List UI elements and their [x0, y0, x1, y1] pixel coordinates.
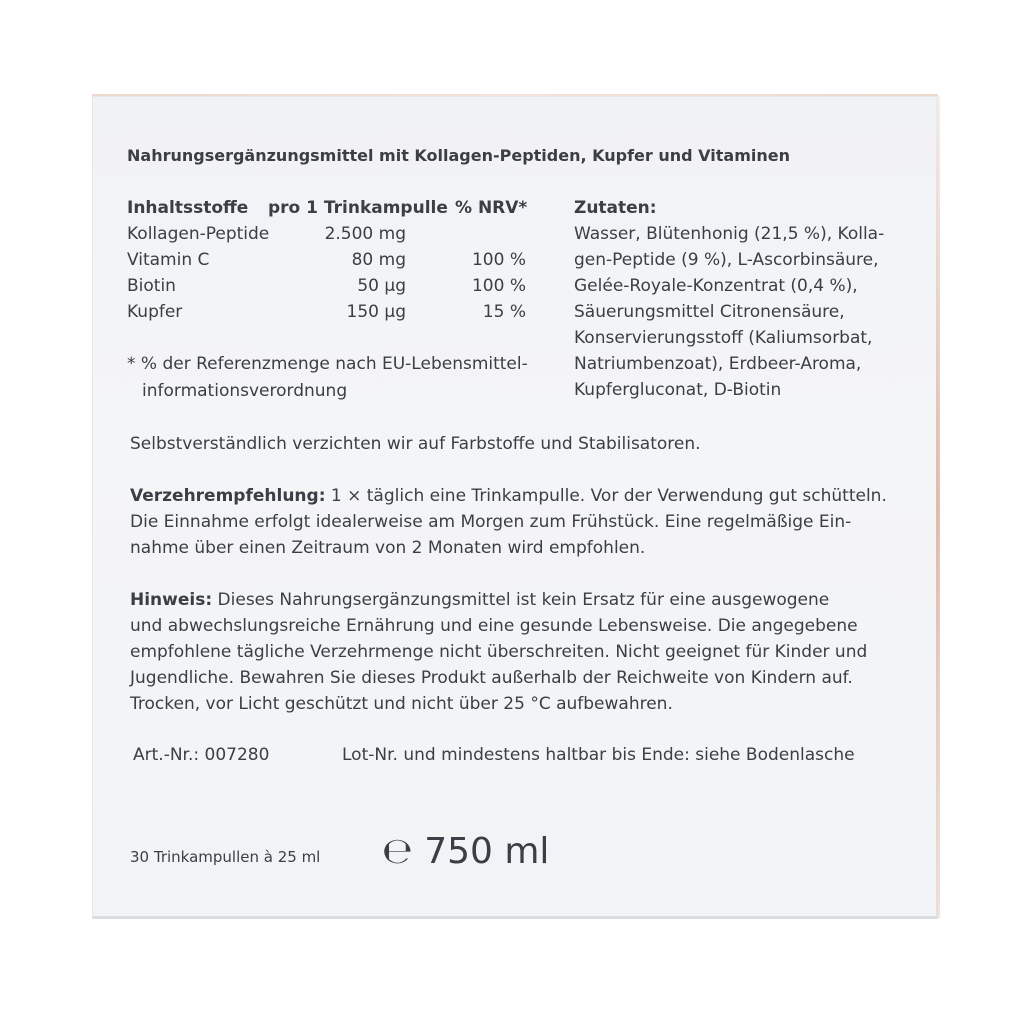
- table-row-name: Vitamin C: [127, 250, 210, 270]
- ingredients-line: Gelée-Royale-Konzentrat (0,4 %),: [574, 276, 858, 296]
- product-headline: Nahrungsergänzungsmittel mit Kollagen-Peptiden, Kupfer und Vitaminen: [127, 146, 790, 165]
- package-bottom-edge: [92, 916, 938, 919]
- table-row-name: Kollagen-Peptide: [127, 224, 270, 244]
- table-row-nrv: 15 %: [482, 302, 526, 322]
- ingredients-line: Wasser, Blütenhonig (21,5 %), Kolla-: [574, 224, 885, 244]
- free-of-statement: Selbstverständlich verzichten wir auf Farbstoffe und Stabilisatoren.: [130, 434, 701, 454]
- recommendation-line: 1 × täglich eine Trinkampulle. Vor der Verwendung gut schütteln.: [325, 486, 887, 506]
- package-back-panel: [92, 96, 938, 918]
- table-row-amount: 50 µg: [357, 276, 406, 296]
- table-row-name: Kupfer: [127, 302, 183, 322]
- notice-label: Hinweis:: [130, 590, 213, 610]
- notice-line: empfohlene tägliche Verzehrmenge nicht überschreiten. Nicht geeignet für Kinder und: [130, 642, 868, 662]
- pack-content: 30 Trinkampullen à 25 ml: [130, 848, 321, 866]
- table-row-name: Biotin: [127, 276, 176, 296]
- recommendation-label: Verzehrempfehlung:: [130, 486, 326, 506]
- table-row-amount: 2.500 mg: [324, 224, 406, 244]
- table-header-nrv: % NRV*: [455, 198, 528, 218]
- package-right-edge: [936, 96, 940, 918]
- recommendation-line: Die Einnahme erfolgt idealerweise am Morgen zum Frühstück. Eine regelmäßige Ein-: [130, 512, 852, 532]
- table-header-ingredient: Inhaltsstoffe: [127, 198, 249, 218]
- table-header-per-ampoule: pro 1 Trinkampulle: [268, 198, 448, 218]
- notice-line: und abwechslungsreiche Ernährung und eine gesunde Lebensweise. Die angegebene: [130, 616, 858, 636]
- recommendation-line: nahme über einen Zeitraum von 2 Monaten wird empfohlen.: [130, 538, 646, 558]
- notice-line: Dieses Nahrungsergänzungsmittel ist kein Ersatz für eine ausgewogene: [212, 590, 830, 610]
- notice-line: Trocken, vor Licht geschützt und nicht über 25 °C aufbewahren.: [130, 694, 673, 714]
- ingredients-line: Kupfergluconat, D-Biotin: [574, 380, 782, 400]
- table-row-nrv: 100 %: [471, 250, 526, 270]
- nrv-footnote-line: * % der Referenzmenge nach EU-Lebensmittel-: [127, 354, 528, 374]
- nrv-footnote-line: informationsverordnung: [142, 381, 348, 401]
- article-number: Art.-Nr.: 007280: [133, 745, 270, 765]
- ingredients-line: Natriumbenzoat), Erdbeer-Aroma,: [574, 354, 862, 374]
- ingredients-title: Zutaten:: [574, 198, 657, 218]
- ingredients-line: Säuerungsmittel Citronensäure,: [574, 302, 845, 322]
- notice-line: Jugendliche. Bewahren Sie dieses Produkt außerhalb der Reichweite von Kindern auf.: [130, 668, 853, 688]
- lot-info: Lot-Nr. und mindestens haltbar bis Ende: siehe Bodenlasche: [342, 745, 855, 765]
- table-row-amount: 80 mg: [351, 250, 406, 270]
- ingredients-line: Konservierungsstoff (Kaliumsorbat,: [574, 328, 873, 348]
- net-volume: ℮ 750 ml: [382, 831, 550, 872]
- ingredients-line: gen-Peptide (9 %), L-Ascorbinsäure,: [574, 250, 879, 270]
- table-row-nrv: 100 %: [471, 276, 526, 296]
- table-row-amount: 150 µg: [346, 302, 406, 322]
